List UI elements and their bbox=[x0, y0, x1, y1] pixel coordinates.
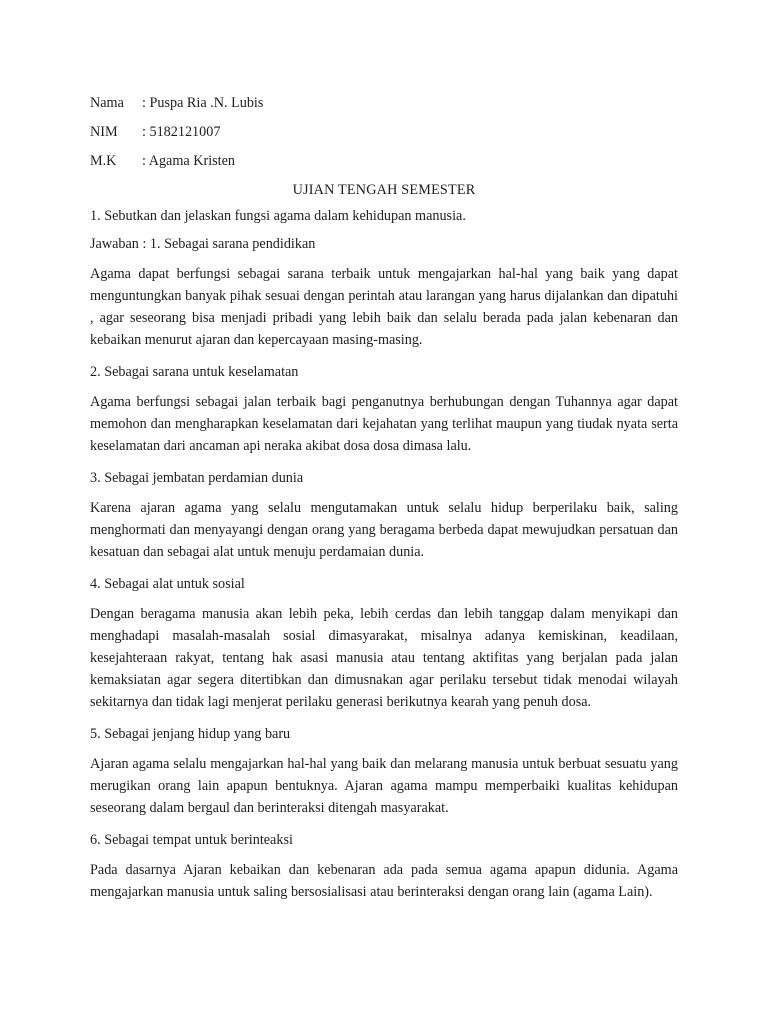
nim-row bbox=[90, 121, 678, 143]
paragraph-2: Agama berfungsi sebagai jalan terbaik bagi penganutnya berhubungan dengan Tuhannya agar dapat memohon dan mengharapkan keselamatan dari kejahatan yang terlihat maupun yang tiudak nyata serta keselamatan dari ancaman api neraka akibat dosa dosa dimasa lalu. bbox=[90, 394, 678, 454]
name-row bbox=[90, 92, 678, 114]
paragraph-5: Ajaran agama selalu mengajarkan hal-hal yang baik dan melarang manusia untuk berbuat sesuatu yang merugikan orang lain apapun bentuknya. Ajaran agama mampu memperbaiki kualitas kehidupan seseorang dalam bergaul dan berinteraksi ditengah masyarakat. bbox=[90, 756, 678, 816]
name-value: : Puspa Ria .N. Lubis bbox=[142, 95, 264, 111]
nim-value: : 5182121007 bbox=[142, 124, 221, 140]
paragraph-4: Dengan beragama manusia akan lebih peka, lebih cerdas dan lebih tanggap dalam menyikapi dan menghadapi masalah-masalah sosial dimasyarakat, misalnya adanya kemiskinan, keadilaan, kesejahteraan rakyat, tentang hak asasi manusia atau tentang aktifitas yang berjalan pada jalan kemaksiatan agar segera ditertibkan dan dimusnakan agar perilaku tersebut tidak menodai wilayah sekitarnya dan tidak lagi menjerat perilaku generasi berikutnya kearah yang penuh dosa. bbox=[90, 606, 678, 710]
exam-title: UJIAN TENGAH SEMESTER bbox=[292, 182, 476, 198]
answer-intro: Jawaban : 1. Sebagai sarana pendidikan bbox=[90, 236, 316, 252]
heading-2: 2. Sebagai sarana untuk keselamatan bbox=[90, 364, 299, 380]
course-value: : Agama Kristen bbox=[142, 153, 235, 169]
heading-6: 6. Sebagai tempat untuk berinteaksi bbox=[90, 832, 293, 848]
paragraph-1: Agama dapat berfungsi sebagai sarana terbaik untuk mengajarkan hal-hal yang baik yang dapat menguntungkan banyak pihak sesuai dengan perintah atau larangan yang harus dijalankan dan dipatuhi , agar seseorang bisa menjadi pribadi yang lebih baik dan selalu berada pada jalan kebenaran dan kebaikan menurut ajaran dan kepercayaan masing-masing. bbox=[90, 266, 678, 348]
heading-5: 5. Sebagai jenjang hidup yang baru bbox=[90, 726, 291, 742]
paragraph-6: Pada dasarnya Ajaran kebaikan dan kebenaran ada pada semua agama apapun didunia. Agama mengajarkan manusia untuk saling bersosialisasi atau berinteraksi dengan orang lain (agama Lain). bbox=[90, 862, 678, 900]
name-label: Nama bbox=[90, 95, 124, 111]
heading-3: 3. Sebagai jembatan perdamian dunia bbox=[90, 470, 304, 486]
question-text: 1. Sebutkan dan jelaskan fungsi agama dalam kehidupan manusia. bbox=[90, 208, 466, 224]
paragraph-3: Karena ajaran agama yang selalu mengutamakan untuk selalu hidup berperilaku baik, saling menghormati dan menyayangi dengan orang yang beragama berbeda dapat mewujudkan persatuan dan kesatuan dan sebagai alat untuk menuju perdamaian dunia. bbox=[90, 500, 678, 560]
course-row bbox=[90, 150, 678, 172]
heading-4: 4. Sebagai alat untuk sosial bbox=[90, 576, 245, 592]
nim-label: NIM bbox=[90, 124, 118, 140]
course-label: M.K bbox=[90, 153, 117, 169]
